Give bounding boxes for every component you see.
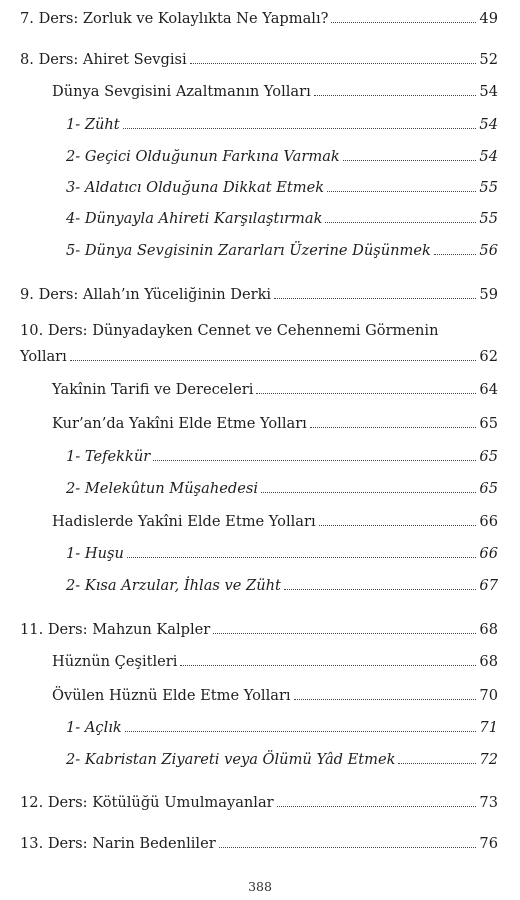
dot-leader [125,717,477,732]
toc-entry-lesson-7 [20,8,498,28]
toc-entry-item [66,146,498,166]
toc-entry-item [66,177,498,197]
toc-entry-title: 13. Ders: Narin Bedenliler [20,835,216,852]
toc-entry-subsection [52,651,498,671]
toc-entry-title: 4- Dünyayla Ahireti Karşılaştırmak [66,210,323,227]
toc-entry-page: 55 [479,210,498,227]
toc-entry-title: 9. Ders: Allah’ın Yüceliğinin Derki [20,286,272,303]
toc-entry-page: 62 [479,348,498,365]
toc-entry-item [66,575,498,595]
toc-entry-title: 3- Aldatıcı Olduğuna Dikkat Etmek [66,179,325,196]
dot-leader [310,413,477,428]
toc-entry-page: 64 [479,381,498,398]
toc-entry-title: 1- Tefekkür [66,448,151,465]
dot-leader [153,446,476,461]
toc-entry-lesson-9 [20,284,498,304]
dot-leader [327,177,476,192]
toc-entry-page: 49 [479,10,498,27]
toc-entry-title: Kur’an’da Yakîni Elde Etme Yolları [52,415,307,432]
toc-entry-item [66,478,498,498]
toc-entry-lesson-10-first-line: 10. Ders: Dünyadayken Cennet ve Cehennemi Görmenin [20,322,439,339]
dot-leader [277,792,477,807]
toc-entry-title: Dünya Sevgisini Azaltmanın Yolları [52,83,311,100]
toc-entry-title: Hüznün Çeşitleri [52,653,178,670]
toc-entry-title: Yakînin Tarifi ve Dereceleri [52,381,254,398]
toc-entry-page: 65 [479,415,498,432]
toc-entry-page: 76 [479,835,498,852]
toc-entry-subsection [52,685,498,705]
toc-entry-lesson-12 [20,792,498,812]
dot-leader [319,511,477,526]
toc-entry-page: 72 [479,751,498,768]
toc-entry-title: 2- Melekûtun Müşahedesi [66,480,258,497]
toc-entry-page: 66 [479,513,498,530]
toc-entry-subsection [52,413,498,433]
dot-leader [314,81,477,96]
dot-leader [294,685,477,700]
dot-leader [284,575,477,590]
dot-leader [123,114,477,129]
page-number: 388 [248,879,272,894]
toc-entry-page: 54 [479,83,498,100]
toc-entry-title: 11. Ders: Mahzun Kalpler [20,621,211,638]
toc-entry-title: 1- Züht [66,116,120,133]
dot-leader [398,749,476,764]
toc-entry-page: 68 [479,621,498,638]
toc-entry-item [66,749,498,769]
toc-entry-page: 66 [479,545,498,562]
dot-leader [325,208,476,223]
toc-entry-title: 1- Huşu [66,545,124,562]
toc-entry-lesson-11 [20,619,498,639]
dot-leader [127,543,477,558]
toc-entry-title: 7. Ders: Zorluk ve Kolaylıkta Ne Yapmalı? [20,10,329,27]
dot-leader [331,8,476,23]
dot-leader [219,833,477,848]
toc-entry-item [66,717,498,737]
toc-entry-title: 2- Geçici Olduğunun Farkına Varmak [66,148,340,165]
toc-entry-page: 70 [479,687,498,704]
toc-entry-subsection [52,511,498,531]
toc-entry-page: 55 [479,179,498,196]
toc-entry-subsection [52,379,498,399]
toc-entry-page: 71 [479,719,498,736]
toc-entry-title: Hadislerde Yakîni Elde Etme Yolları [52,513,316,530]
toc-entry-page: 54 [479,148,498,165]
toc-entry-lesson-10 [20,346,498,366]
toc-entry-item [66,208,498,228]
toc-entry-page: 68 [479,653,498,670]
toc-entry-title: 8. Ders: Ahiret Sevgisi [20,51,187,68]
toc-entry-title: 1- Açlık [66,719,122,736]
dot-leader [343,146,477,161]
dot-leader [261,478,476,493]
toc-entry-title: Yolları [20,348,67,365]
toc-entry-page: 52 [479,51,498,68]
toc-entry-lesson-8 [20,49,498,69]
toc-entry-title: 2- Kabristan Ziyareti veya Ölümü Yâd Etmek [66,751,396,768]
toc-entry-page: 59 [479,286,498,303]
toc-entry-lesson-13 [20,833,498,853]
toc-entry-page: 54 [479,116,498,133]
dot-leader [274,284,476,299]
toc-entry-item [66,446,498,466]
dot-leader [70,346,477,361]
dot-leader [213,619,476,634]
toc-entry-item [66,240,498,260]
dot-leader [180,651,476,666]
toc-entry-item [66,114,498,134]
dot-leader [256,379,476,394]
toc-entry-page: 65 [479,448,498,465]
dot-leader [434,240,477,255]
toc-entry-page: 65 [479,480,498,497]
toc-entry-subsection [52,81,498,101]
toc-entry-item [66,543,498,563]
toc-entry-title: 5- Dünya Sevgisinin Zararları Üzerine Düşünmek [66,242,431,259]
toc-entry-title: 2- Kısa Arzular, İhlas ve Züht [66,577,281,594]
toc-entry-title: Övülen Hüznü Elde Etme Yolları [52,687,291,704]
toc-entry-page: 67 [479,577,498,594]
toc-entry-title: 12. Ders: Kötülüğü Umulmayanlar [20,794,274,811]
dot-leader [190,49,477,64]
toc-entry-page: 56 [479,242,498,259]
toc-entry-page: 73 [479,794,498,811]
